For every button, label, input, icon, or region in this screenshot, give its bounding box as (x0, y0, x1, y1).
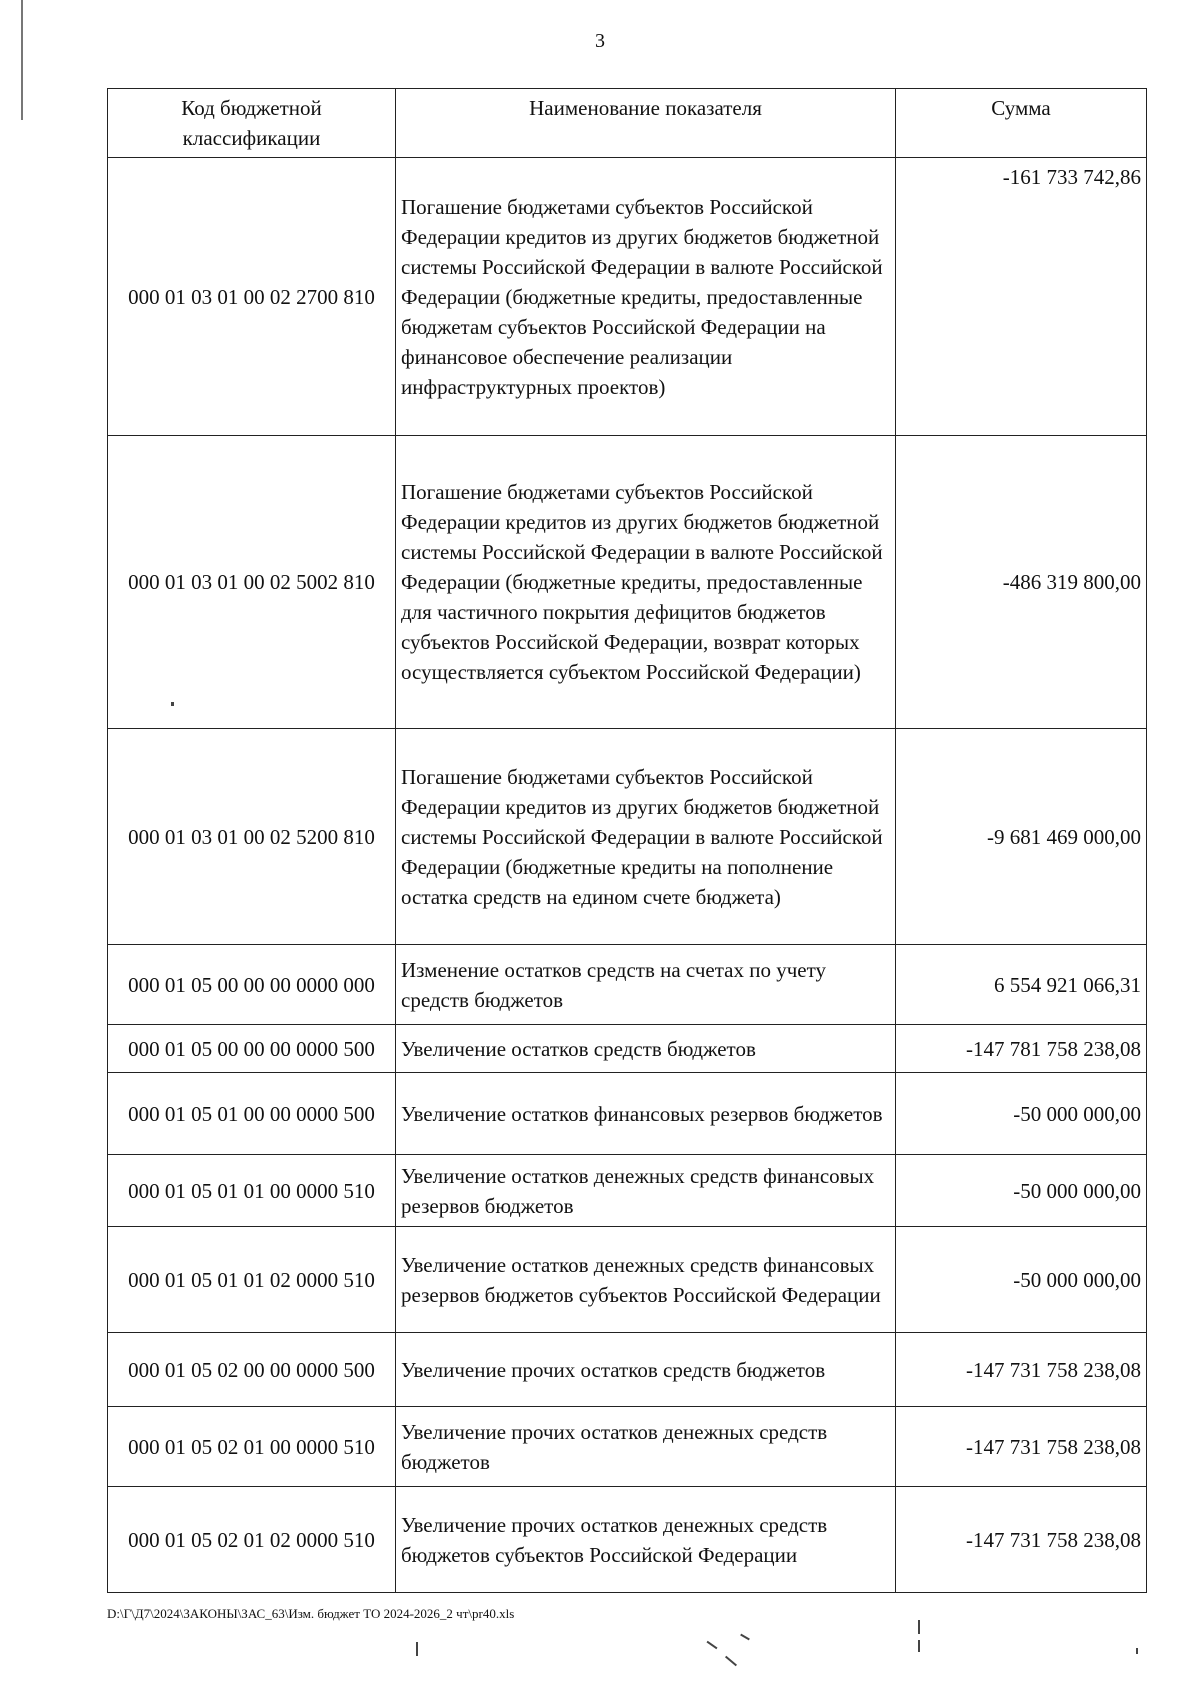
row-amount: -486 319 800,00 (896, 436, 1147, 729)
row-code: 000 01 05 00 00 00 0000 500 (108, 1025, 396, 1073)
scan-mark (707, 1641, 718, 1650)
row-code: 000 01 05 02 00 00 0000 500 (108, 1333, 396, 1407)
row-amount: -9 681 469 000,00 (896, 729, 1147, 945)
row-code: 000 01 03 01 00 02 5200 810 (108, 729, 396, 945)
scan-mark (171, 702, 174, 706)
row-code: 000 01 05 00 00 00 0000 000 (108, 945, 396, 1025)
row-amount: 6 554 921 066,31 (896, 945, 1147, 1025)
page-number: 3 (595, 30, 605, 52)
row-name: Увеличение остатков финансовых резервов бюджетов (396, 1073, 896, 1155)
row-name: Увеличение остатков денежных средств финансовых резервов бюджетов субъектов Российской Федерации (396, 1227, 896, 1333)
table-row (108, 1487, 1147, 1593)
table-row (108, 1333, 1147, 1407)
table-row (108, 729, 1147, 945)
scan-mark (416, 1642, 418, 1656)
table-row (108, 436, 1147, 729)
row-name: Увеличение прочих остатков средств бюджетов (396, 1333, 896, 1407)
scan-mark (725, 1656, 737, 1667)
header-amount: Сумма (896, 89, 1147, 158)
table-row (108, 1407, 1147, 1487)
table-row (108, 945, 1147, 1025)
row-name: Погашение бюджетами субъектов Российской Федерации кредитов из других бюджетов бюджетной системы Российской Федерации в валюте Российской Федерации (бюджетные кредиты, предоставленные для частичного покрытия дефицитов бюджетов субъектов Российской Федерации, возврат которых осуществляется субъектом Российской Федерации) (396, 436, 896, 729)
row-name: Увеличение остатков средств бюджетов (396, 1025, 896, 1073)
row-amount: -161 733 742,86 (896, 158, 1147, 436)
row-code: 000 01 03 01 00 02 5002 810 (108, 436, 396, 729)
footer-file-path: D:\Г\Д7\2024\ЗАКОНЫ\ЗАС_63\Изм. бюджет ТО 2024-2026_2 чт\pr40.xls (107, 1606, 515, 1621)
table-row (108, 1073, 1147, 1155)
scan-mark (740, 1634, 750, 1641)
row-amount: -147 781 758 238,08 (896, 1025, 1147, 1073)
row-amount: -147 731 758 238,08 (896, 1333, 1147, 1407)
table-row (108, 1227, 1147, 1333)
row-name: Увеличение остатков денежных средств финансовых резервов бюджетов (396, 1155, 896, 1227)
row-amount: -147 731 758 238,08 (896, 1487, 1147, 1593)
row-code: 000 01 05 01 01 02 0000 510 (108, 1227, 396, 1333)
table-row (108, 158, 1147, 436)
row-code: 000 01 05 02 01 02 0000 510 (108, 1487, 396, 1593)
row-amount: -50 000 000,00 (896, 1073, 1147, 1155)
table-header-row (108, 89, 1147, 158)
table-row (108, 1025, 1147, 1073)
scan-mark (918, 1620, 920, 1634)
header-code: Код бюджетной классификации (108, 89, 396, 158)
row-code: 000 01 05 01 00 00 0000 500 (108, 1073, 396, 1155)
scan-mark (918, 1640, 920, 1652)
row-name: Изменение остатков средств на счетах по учету средств бюджетов (396, 945, 896, 1025)
row-name: Увеличение прочих остатков денежных средств бюджетов (396, 1407, 896, 1487)
row-name: Увеличение прочих остатков денежных средств бюджетов субъектов Российской Федерации (396, 1487, 896, 1593)
page-edge-line (21, 0, 23, 120)
row-code: 000 01 03 01 00 02 2700 810 (108, 158, 396, 436)
row-name: Погашение бюджетами субъектов Российской Федерации кредитов из других бюджетов бюджетной системы Российской Федерации в валюте Российской Федерации (бюджетные кредиты, предоставленные бюджетам субъектов Российской Федерации на финансовое обеспечение реализации инфраструктурных проектов) (396, 158, 896, 436)
row-amount: -50 000 000,00 (896, 1227, 1147, 1333)
row-amount: -50 000 000,00 (896, 1155, 1147, 1227)
row-amount: -147 731 758 238,08 (896, 1407, 1147, 1487)
scan-mark (1136, 1648, 1138, 1654)
row-code: 000 01 05 02 01 00 0000 510 (108, 1407, 396, 1487)
row-code: 000 01 05 01 01 00 0000 510 (108, 1155, 396, 1227)
budget-table (107, 88, 1147, 1593)
row-name: Погашение бюджетами субъектов Российской Федерации кредитов из других бюджетов бюджетной системы Российской Федерации в валюте Российской Федерации (бюджетные кредиты на пополнение остатка средств на едином счете бюджета) (396, 729, 896, 945)
table-row (108, 1155, 1147, 1227)
header-name: Наименование показателя (396, 89, 896, 158)
